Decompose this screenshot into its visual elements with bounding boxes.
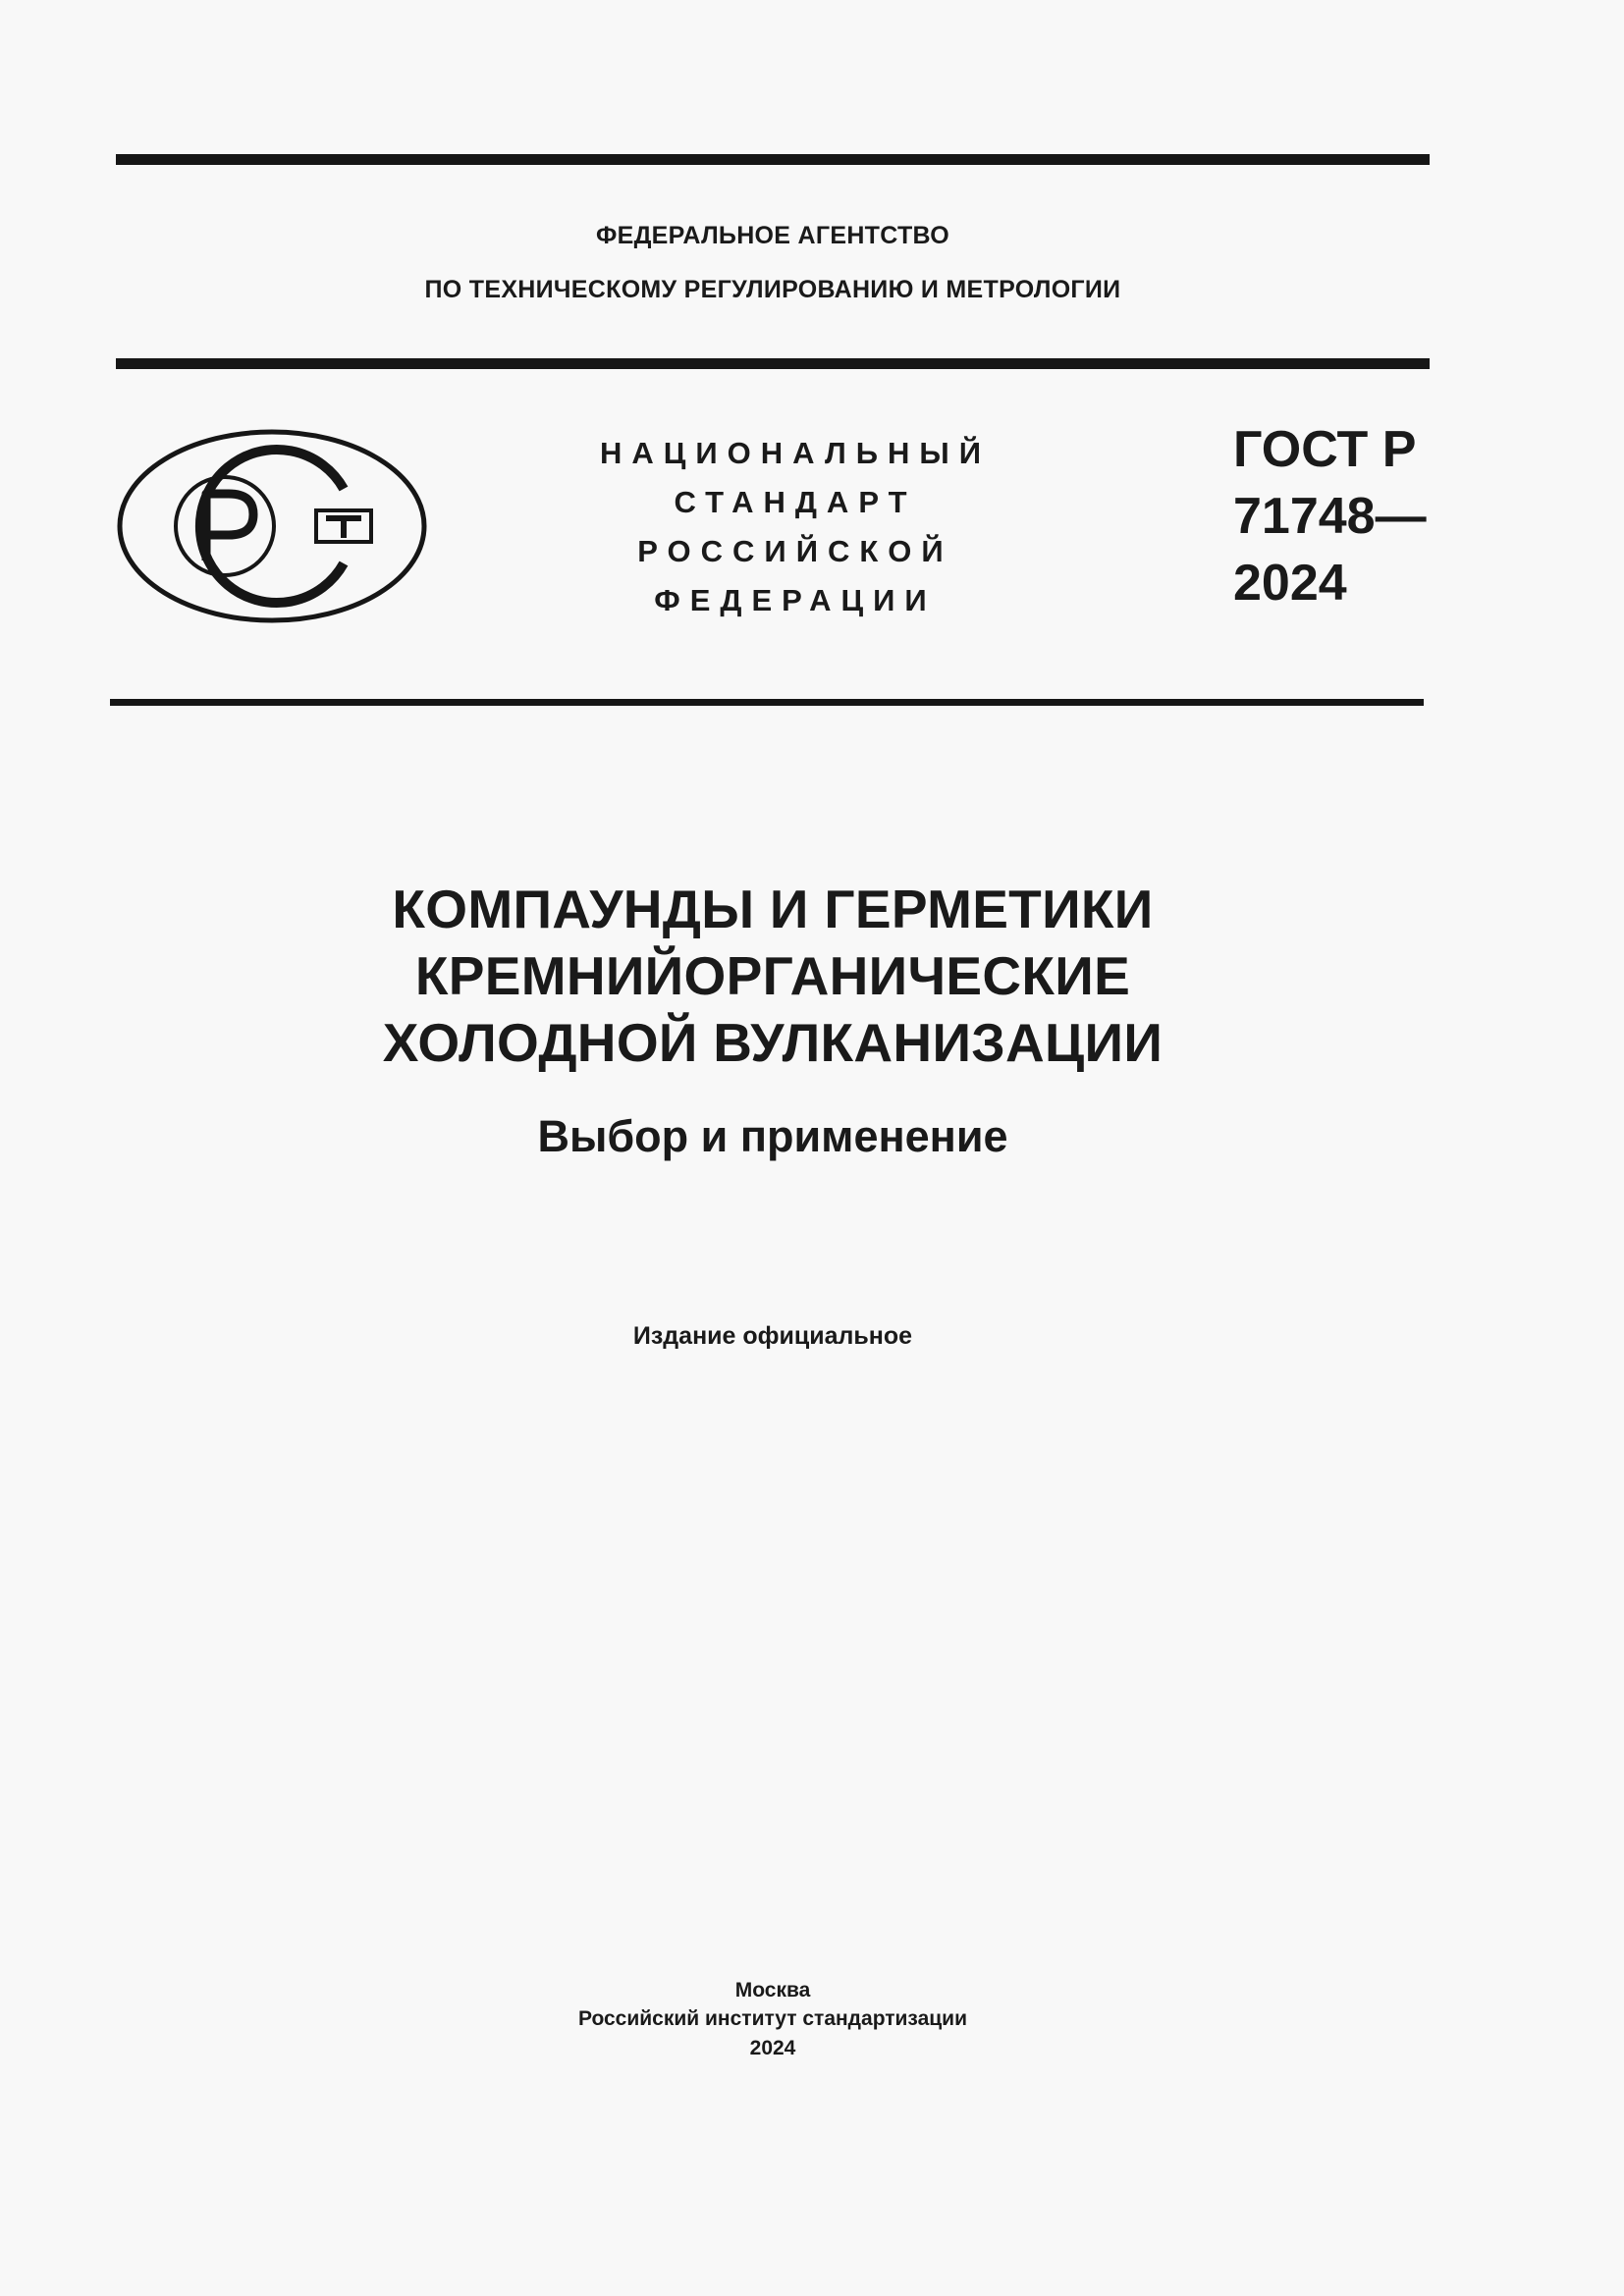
document-title-line-1: КОМПАУНДЫ И ГЕРМЕТИКИ: [392, 879, 1154, 939]
gost-r-mark-icon: [116, 428, 428, 624]
imprint-publisher: Российский институт стандартизации: [577, 2007, 968, 2030]
standard-type-line-1: НАЦИОНАЛЬНЫЙ: [599, 436, 992, 470]
designation-line-2: 71748—: [1233, 488, 1427, 545]
edition-note: Издание официальное: [632, 1322, 913, 1350]
agency-rule: [116, 358, 1430, 369]
designation-line-1: ГОСТ Р: [1233, 421, 1417, 478]
imprint-year: 2024: [749, 2037, 796, 2059]
document-title-line-2: КРЕМНИЙОРГАНИЧЕСКИЕ: [414, 945, 1131, 1006]
standard-type-line-2: СТАНДАРТ: [674, 485, 917, 519]
designation-line-3: 2024: [1233, 555, 1347, 612]
imprint-city: Москва: [734, 1979, 811, 2002]
agency-name-line-2: ПО ТЕХНИЧЕСКОМУ РЕГУЛИРОВАНИЮ И МЕТРОЛОГИИ: [424, 276, 1121, 303]
standard-type-line-4: ФЕДЕРАЦИИ: [654, 583, 937, 617]
agency-name-line-1: ФЕДЕРАЛЬНОЕ АГЕНТСТВО: [595, 222, 950, 249]
document-title-line-3: ХОЛОДНОЙ ВУЛКАНИЗАЦИИ: [382, 1012, 1164, 1073]
top-rule: [116, 154, 1430, 165]
document-subtitle: Выбор и применение: [537, 1111, 1008, 1161]
standard-designation: [1233, 416, 1427, 616]
header-bottom-rule: [110, 699, 1424, 706]
standard-type-line-3: РОССИЙСКОЙ: [637, 534, 953, 568]
